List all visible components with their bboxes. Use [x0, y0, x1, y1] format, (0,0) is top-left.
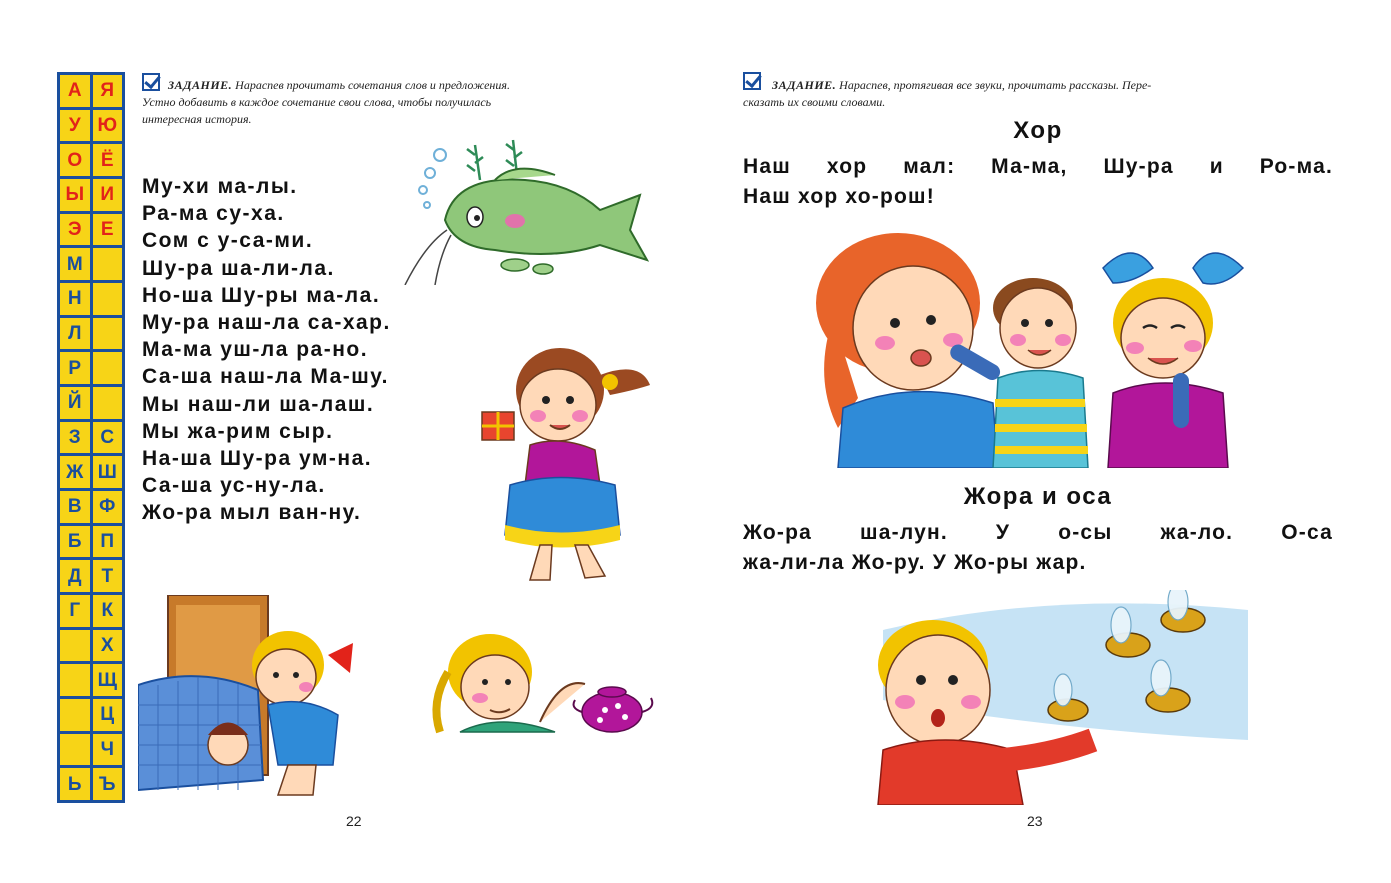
alphabet-cell [60, 630, 90, 662]
alphabet-cell: Т [93, 560, 123, 592]
task-lead: ЗАДАНИЕ. [168, 78, 233, 92]
task-instruction [772, 77, 1332, 94]
task-instruction-cont [743, 94, 1333, 111]
alphabet-cell: Б [60, 526, 90, 558]
alphabet-cell: П [93, 526, 123, 558]
reading-line: Сом с у-са-ми. [142, 229, 314, 253]
task-line: интересная история. [142, 112, 252, 126]
page-number: 22 [346, 813, 362, 829]
alphabet-cell: С [93, 422, 123, 454]
task-line: Нараспев прочитать сочетания слов и предложения. [235, 78, 510, 92]
task-instruction-cont [142, 94, 658, 128]
reading-line: Ра-ма су-ха. [142, 202, 285, 226]
alphabet-cell: И [93, 179, 123, 211]
girl-teapot-illustration [420, 632, 660, 737]
alphabet-cell: Ц [93, 699, 123, 731]
alphabet-cell: Ю [93, 110, 123, 142]
alphabet-cell: М [60, 248, 90, 280]
alphabet-cell: Ш [93, 456, 123, 488]
page-number: 23 [1027, 813, 1043, 829]
alphabet-cell [60, 699, 90, 731]
alphabet-cell: Ё [93, 144, 123, 176]
story-line: Наш хор хо-рош! [743, 185, 935, 208]
alphabet-cell: Г [60, 595, 90, 627]
alphabet-cell: Щ [93, 664, 123, 696]
alphabet-cell: Ь [60, 768, 90, 800]
task-line: Устно добавить в каждое сочетание свои слова, чтобы получилась [142, 95, 492, 109]
alphabet-cell: Р [60, 352, 90, 384]
task-line: сказать их своими словами. [743, 95, 886, 109]
story-line: Жо-ра ша-лун. У о-сы жа-ло. О-са [743, 521, 1333, 544]
reading-line: На-ша Шу-ра ум-на. [142, 447, 373, 471]
story-title: Хор [1013, 117, 1063, 144]
alphabet-cell: Д [60, 560, 90, 592]
choir-illustration [813, 228, 1263, 468]
alphabet-cell [93, 283, 123, 315]
reading-line: Са-ша наш-ла Ма-шу. [142, 365, 389, 389]
alphabet-cell: Ч [93, 734, 123, 766]
boy-bees-illustration [853, 590, 1253, 805]
left-page [0, 0, 695, 883]
alphabet-cell: К [93, 595, 123, 627]
right-page [695, 0, 1391, 883]
story-title: Жора и оса [963, 483, 1113, 510]
alphabet-cell: Э [60, 214, 90, 246]
task-instruction [168, 77, 658, 94]
reading-line: Но-ша Шу-ры ма-ла. [142, 283, 381, 307]
reading-line: Му-хи ма-лы. [142, 175, 298, 198]
alphabet-cell [93, 352, 123, 384]
alphabet-cell: О [60, 144, 90, 176]
alphabet-cell [60, 734, 90, 766]
alphabet-cell: Я [93, 75, 123, 107]
reading-line: Ма-ма уш-ла ра-но. [142, 338, 369, 362]
alphabet-cell: Ж [60, 456, 90, 488]
children-blanket-illustration [138, 595, 398, 800]
reading-line: Му-ра наш-ла са-хар. [142, 311, 391, 335]
alphabet-cell: Ы [60, 179, 90, 211]
alphabet-cell: Ъ [93, 768, 123, 800]
reading-line: Шу-ра ша-ли-ла. [142, 256, 335, 280]
alphabet-cell [93, 387, 123, 419]
catfish-illustration [385, 135, 665, 285]
alphabet-cell: А [60, 75, 90, 107]
reading-line: Мы жа-рим сыр. [142, 419, 334, 443]
reading-line: Са-ша ус-ну-ла. [142, 474, 326, 498]
alphabet-cell: Н [60, 283, 90, 315]
story-text [743, 518, 1333, 578]
alphabet-cell: Й [60, 387, 90, 419]
alphabet-strip [57, 72, 125, 803]
alphabet-cell [93, 248, 123, 280]
alphabet-cell: В [60, 491, 90, 523]
task-line: Нараспев, протягивая все звуки, прочитать рассказы. Пере- [839, 78, 1152, 92]
reading-line: Жо-ра мыл ван-ну. [142, 501, 362, 525]
alphabet-cell: Х [93, 630, 123, 662]
checkbox-icon [743, 72, 761, 90]
alphabet-cell: Е [93, 214, 123, 246]
alphabet-cell: У [60, 110, 90, 142]
alphabet-cell: Ф [93, 491, 123, 523]
story-text [743, 152, 1333, 212]
reading-line: Мы наш-ли ша-лаш. [142, 392, 375, 416]
alphabet-cell [93, 318, 123, 350]
task-lead: ЗАДАНИЕ. [772, 78, 837, 92]
story-line: жа-ли-ла Жо-ру. У Жо-ры жар. [743, 551, 1087, 574]
alphabet-cell: З [60, 422, 90, 454]
story-line: Наш хор мал: Ма-ма, Шу-ра и Ро-ма. [743, 155, 1333, 178]
alphabet-cell [60, 664, 90, 696]
alphabet-cell: Л [60, 318, 90, 350]
checkbox-icon [142, 73, 160, 91]
girl-with-gift-illustration [470, 340, 670, 590]
reading-lines [142, 173, 391, 527]
